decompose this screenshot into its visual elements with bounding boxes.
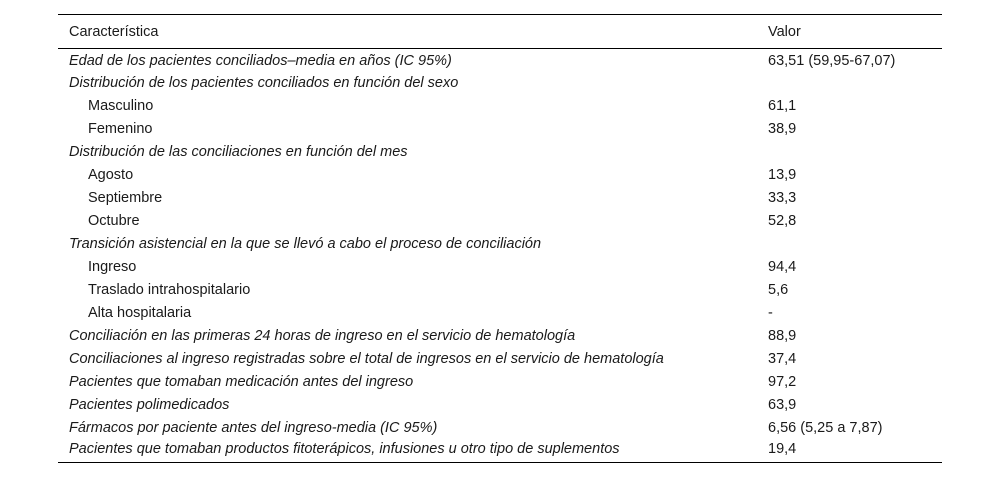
table-row: [58, 118, 942, 141]
row-characteristic: Edad de los pacientes conciliados–media en años (IC 95%): [69, 53, 452, 70]
table-row: [58, 325, 942, 348]
table-row: [58, 440, 942, 463]
row-value: 61,1: [768, 98, 797, 114]
row-value: 63,51 (59,95-67,07): [768, 53, 896, 70]
row-value: [757, 233, 942, 256]
row-characteristic: Transición asistencial en la que se llevó a cabo el proceso de conciliación: [69, 236, 542, 252]
table-row: [58, 72, 942, 95]
row-value: [757, 72, 942, 95]
table-row: [58, 279, 942, 302]
row-characteristic: Pacientes que tomaban productos fitoterápicos, infusiones u otro tipo de suplementos: [69, 440, 620, 457]
table-row: [58, 233, 942, 256]
row-characteristic: Ingreso: [88, 259, 137, 275]
table-row: [58, 141, 942, 164]
table-row: [58, 302, 942, 325]
row-characteristic: Agosto: [88, 167, 134, 183]
table-row: [58, 417, 942, 440]
table-row: [58, 394, 942, 417]
row-characteristic: Masculino: [88, 98, 154, 114]
row-characteristic: Distribución de las conciliaciones en función del mes: [69, 144, 408, 160]
header-characteristic: Característica: [69, 23, 159, 40]
row-characteristic: Femenino: [88, 121, 153, 137]
table-row: [58, 49, 942, 72]
row-value: -: [768, 305, 773, 321]
characteristics-table-container: [58, 14, 942, 463]
row-characteristic: Alta hospitalaria: [88, 305, 192, 321]
table-row: [58, 371, 942, 394]
row-value: 19,4: [768, 440, 797, 457]
row-value: 63,9: [768, 397, 797, 413]
row-value: [757, 141, 942, 164]
table-row: [58, 256, 942, 279]
header-row: [58, 15, 942, 49]
row-value: 37,4: [768, 351, 797, 367]
row-value: 52,8: [768, 213, 797, 229]
row-value: 33,3: [768, 190, 797, 206]
table-row: [58, 187, 942, 210]
row-value: 94,4: [768, 259, 797, 275]
row-characteristic: Traslado intrahospitalario: [88, 282, 251, 298]
row-characteristic: Distribución de los pacientes conciliados en función del sexo: [69, 75, 459, 91]
table-row: [58, 348, 942, 371]
characteristics-table: [58, 14, 942, 463]
row-value: 88,9: [768, 328, 797, 344]
table-body: [58, 49, 942, 463]
row-characteristic: Pacientes que tomaban medicación antes del ingreso: [69, 374, 414, 390]
table-row: [58, 164, 942, 187]
row-characteristic: Conciliaciones al ingreso registradas sobre el total de ingresos en el servicio de hematología: [69, 351, 664, 367]
row-value: 6,56 (5,25 a 7,87): [768, 420, 883, 436]
table-row: [58, 95, 942, 118]
row-characteristic: Octubre: [88, 213, 140, 229]
header-value: Valor: [768, 23, 801, 40]
row-value: 97,2: [768, 374, 797, 390]
row-value: 38,9: [768, 121, 797, 137]
row-characteristic: Septiembre: [88, 190, 163, 206]
table-header: [58, 15, 942, 49]
row-value: 13,9: [768, 167, 797, 183]
table-row: [58, 210, 942, 233]
row-characteristic: Conciliación en las primeras 24 horas de ingreso en el servicio de hematología: [69, 328, 576, 344]
row-value: 5,6: [768, 282, 789, 298]
row-characteristic: Pacientes polimedicados: [69, 397, 230, 413]
row-characteristic: Fármacos por paciente antes del ingreso-media (IC 95%): [69, 420, 438, 436]
